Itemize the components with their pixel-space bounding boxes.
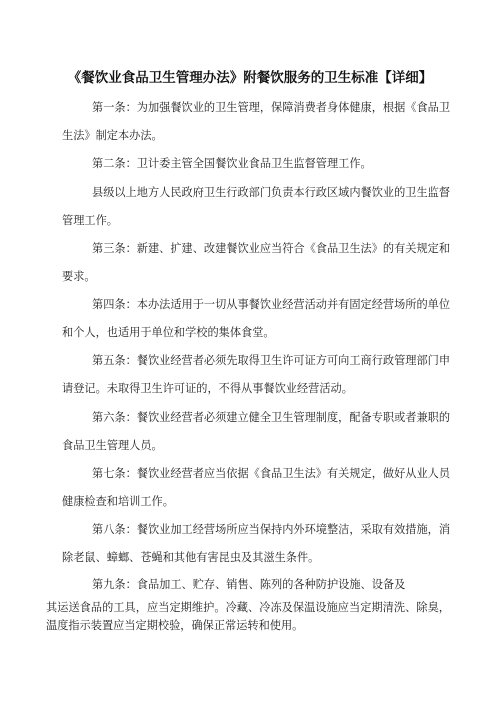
- article-2-paragraph-2: 县级以上地方人民政府卫生行政部门负责本行政区域内餐饮业的卫生监督管理工作。: [62, 186, 451, 227]
- article-4: 第四条：本办法适用于一切从事餐饮业经营活动并有固定经营场所的单位和个人，也适用于单位和学校的集体食堂。: [62, 298, 451, 339]
- article-8: 第八条：餐饮业加工经营场所应当保持内外环境整洁，采取有效措施，消除老鼠、蟑螂、苍蝇和其他有害昆虫及其滋生条件。: [62, 523, 451, 564]
- article-2: 第二条：卫计委主管全国餐饮业食品卫生监督管理工作。: [92, 157, 372, 170]
- article-9-first-line: 第九条：食品加工、贮存、销售、陈列的各种防护设施、设备及: [92, 578, 406, 591]
- document-title: 《餐饮业食品卫生管理办法》附餐饮服务的卫生标准【详细】: [67, 70, 433, 86]
- article-9-continuation: 其运送食品的工具，应当定期维护。冷藏、冷冻及保温设施应当定期清洗、除臭，温度指示装置应当定期校验，确保正常运转和使用。: [46, 601, 450, 632]
- article-9: [46, 571, 450, 635]
- article-5: 第五条：餐饮业经营者必须先取得卫生许可证方可向工商行政管理部门申请登记。未取得卫生许可证的，不得从事餐饮业经营活动。: [62, 354, 451, 395]
- article-7: 第七条：餐饮业经营者应当依据《食品卫生法》有关规定，做好从业人员健康检查和培训工作。: [62, 467, 451, 508]
- article-6: 第六条：餐饮业经营者必须建立健全卫生管理制度，配备专职或者兼职的食品卫生管理人员。: [62, 411, 451, 452]
- article-1: 第一条：为加强餐饮业的卫生管理，保障消费者身体健康，根据《食品卫生法》制定本办法。: [62, 101, 451, 142]
- article-3: 第三条：新建、扩建、改建餐饮业应当符合《食品卫生法》的有关规定和要求。: [62, 242, 451, 283]
